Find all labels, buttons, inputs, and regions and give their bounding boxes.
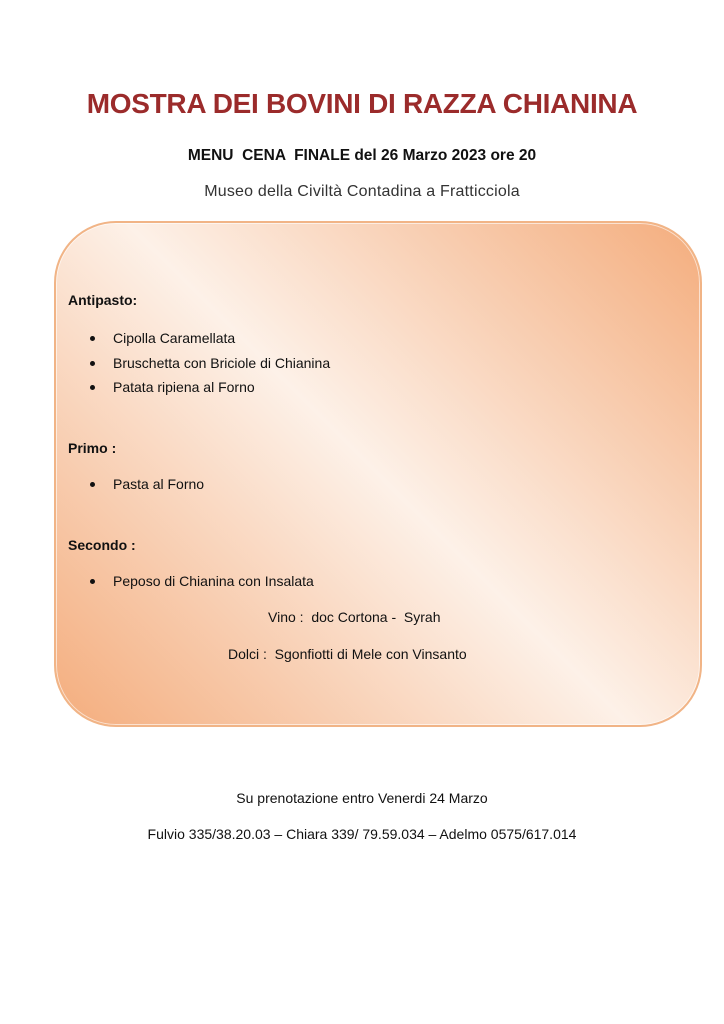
event-subtitle: MENU CENA FINALE del 26 Marzo 2023 ore 20 — [187, 147, 537, 164]
bullet-icon — [90, 579, 95, 584]
page-title: MOSTRA DEI BOVINI DI RAZZA CHIANINA — [86, 88, 638, 119]
bullet-icon — [90, 482, 95, 487]
antipasto-heading: Antipasto: — [68, 292, 138, 308]
venue-line: Museo della Civiltà Contadina a Fratticciola — [204, 183, 520, 200]
menu-item — [90, 573, 314, 589]
bullet-icon — [90, 385, 95, 390]
menu-item — [90, 379, 255, 395]
menu-item-label: Patata ripiena al Forno — [113, 379, 255, 395]
menu-item-label: Peposo di Chianina con Insalata — [113, 573, 314, 589]
contact-line: Fulvio 335/38.20.03 – Chiara 339/ 79.59.034 – Adelmo 0575/617.014 — [147, 826, 577, 842]
secondo-heading: Secondo : — [68, 537, 136, 553]
menu-item-label: Cipolla Caramellata — [113, 330, 236, 346]
menu-item — [90, 330, 235, 346]
bullet-icon — [90, 361, 95, 366]
primo-heading: Primo : — [68, 440, 117, 456]
menu-item-label: Bruschetta con Briciole di Chianina — [113, 355, 331, 371]
dessert-line: Dolci : Sgonfiotti di Mele con Vinsanto — [228, 646, 467, 662]
menu-item — [90, 355, 330, 371]
menu-item-label: Pasta al Forno — [113, 476, 205, 492]
booking-note: Su prenotazione entro Venerdi 24 Marzo — [236, 790, 488, 806]
wine-line: Vino : doc Cortona - Syrah — [268, 609, 441, 625]
menu-item — [90, 476, 204, 492]
bullet-icon — [90, 336, 95, 341]
